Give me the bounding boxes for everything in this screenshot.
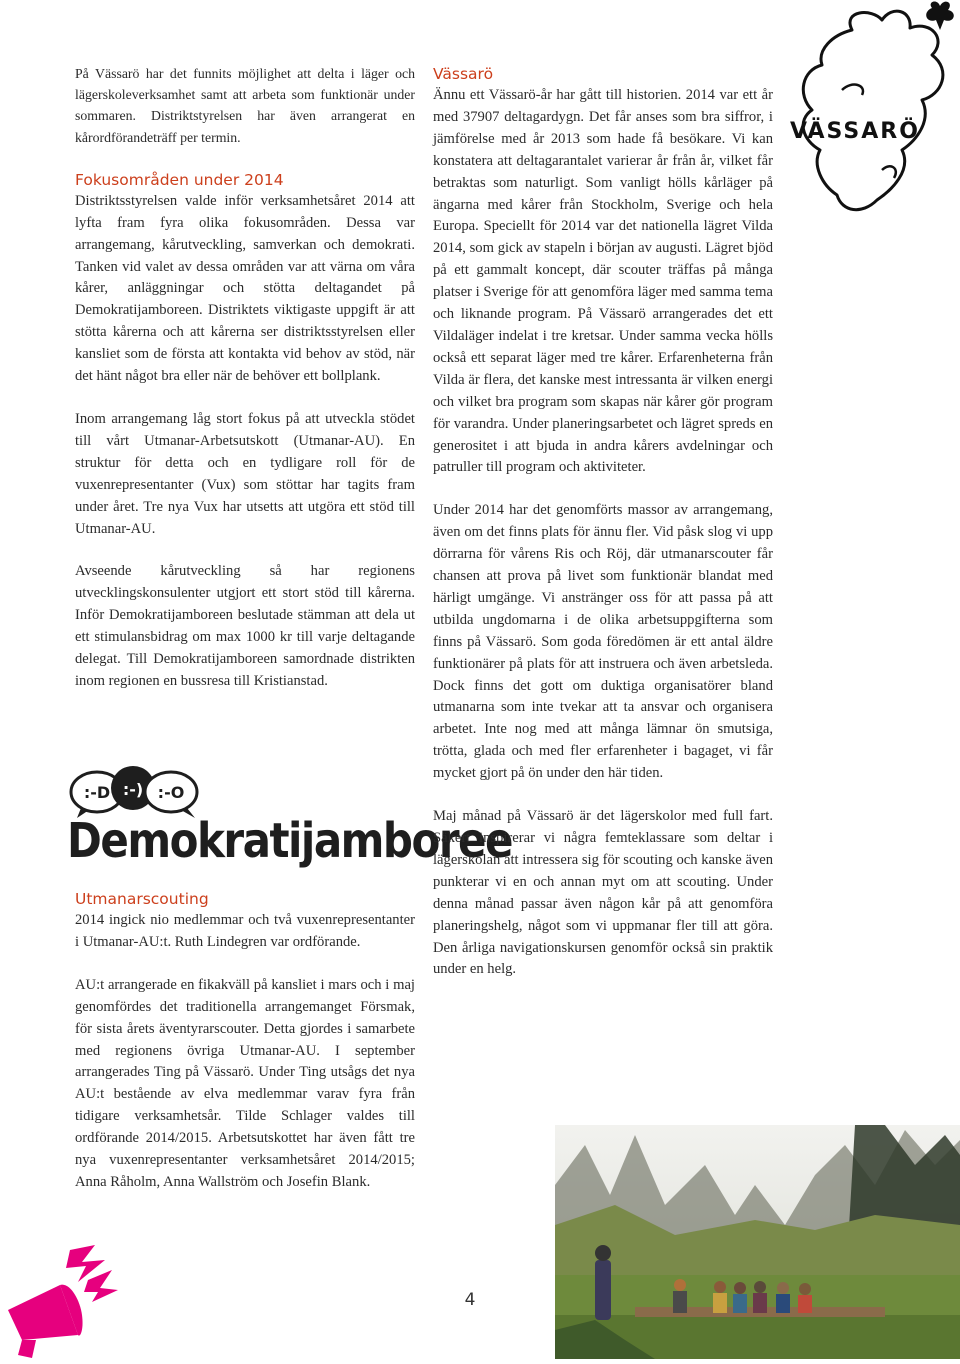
left-column <box>75 63 415 714</box>
utmanar-heading: Utmanarscouting <box>75 890 209 908</box>
page-number: 4 <box>464 1290 476 1310</box>
left-column-lower <box>75 888 415 1215</box>
vassaro-paragraph-2: Under 2014 har det genomförts massor av arrangemang, även om det finns plats för ännu fler. Vid påsk slog vi upp dörrarna för vårens Ris och Röj, där utmanarscouter får chansen att prova på livet som funktionär blandat med härligt umgänge. Vi anstränger oss för att passa på att utbilda ungdomarna i de olika arbetsuppgifterna som finns på Vässarö. Som goda föredömen är ett antal äldre funktionärer på plats för att instruera och även arbetsleda. Dock finns det gott om duktiga organisatörer bland utmanarna som inte tvekar att ta ansvar och organisera arbetet. Inte nog med att många lämnar ön smutsiga, trötta, glada och med fler erfarenheter i bagaget, vi får mycket gjort på ön under den här tiden. <box>433 502 773 782</box>
fokus-paragraph-3: Avseende kårutveckling så har regionens utvecklingskonsulenter utgjort ett stort stöd till kårerna. Inför Demokratijamboreen beslutade stämman att dela ut ett stimulansbidrag om max 1000 kr till varje deltagande delegat. Till Demokratijamboreen samordnade distrikten inom regionen en bussresa till Kristianstad. <box>75 563 415 689</box>
scouts-meadow-photo <box>555 1125 960 1359</box>
vassaro-logo <box>782 0 960 230</box>
vassaro-island-icon <box>782 0 960 230</box>
vassaro-logo-text: VÄSSARÖ <box>790 119 920 144</box>
vassaro-paragraph-3: Maj månad på Vässarö är det lägerskolor med full fart. Säkert inspirerar vi några femteklassare som deltar i lägerskolan att intressera sig för scouting och kanske även punkterar vi en och annan myt om att scouting. Under denna månad passar även någon kår på att genomföra planeringshelg, något som vi uppmanar fler till att göra. Den årliga navigationskursen genomför också sin praktik under en helg. <box>433 808 773 978</box>
demokratijamboree-logo <box>67 760 513 870</box>
svg-text::-): :-) <box>122 780 144 799</box>
intro-paragraph: På Vässarö har det funnits möjlighet att delta i läger och lägerskoleverksamhet samt att arbeta som funktionär under sommaren. Distriktstyrelsen har även arrangerat en kårordförandeträff per termin. <box>75 66 415 145</box>
utmanar-paragraph-2: AU:t arrangerade en fikakväll på kansliet i mars och i maj genomfördes det traditionella arrangemanget Försmak, för sista årets äventyrarscouter. Detta gjordes i samarbete med regionens övriga Utmanar-AU. I september arrangerades Ting på Vässarö. Under Ting utsågs det nya AU:t bestående av elva medlemmar varav fyra från tidigare verksamhetsår. Tilde Schlager valdes till ordförande 2014/2015. Arbetsutskottet har även fått tre nya vuxenrepresentanter verksamhetsåret 2014/2015; Anna Råholm, Anna Wallström och Josefin Blank. <box>75 976 415 1190</box>
speech-bubbles-icon <box>67 760 417 820</box>
vassaro-heading: Vässarö <box>433 65 494 83</box>
fokus-paragraph-1: Distriktsstyrelsen valde inför verksamhetsåret 2014 att lyfta fram fyra olika fokusområden. Dessa var arrangemang, kårutveckling, samverkan och demokrati. Tanken vid valet av dessa områden var att värna om våra kårer, anläggningar och stötta deltagandet på Demokratijamboreen. Distriktets viktigaste uppgift är att stötta kårerna och att kårerna ser distriktsstyrelsen eller kansliet som de första att kontakta vid behov av stöd, när det hänt något bra eller när de behöver ett bollplank. <box>75 192 415 385</box>
fokus-heading: Fokusområden under 2014 <box>75 170 284 189</box>
vassaro-paragraph-1: Ännu ett Vässarö-år har gått till historien. 2014 var ett år med 37907 deltagardygn. Det får anses som bra siffror, i jämförelse med år 2013 som hade få besökare. Vi kan konstatera att deltagarantalet varierar år från år, vilket får betraktas som naturligt. Som vanligt hölls kårläger på ängarna med kårer från Stockholm, Sverige och hela Europa. Speciellt för 2014 var det nationella lägret Vilda 2014, som gick av stapeln i början av augusti. Lägret bjöd på ett gammalt koncept, där scouter träffas på många platser i Sverige för att genomföra läger med samma tema och liknande program. På Vässarö arrangerades det ett Vildaläger indelat i tre kretsar. Under samma vecka hölls också ett separat läger med tre kårer. Erfarenheterna från Vilda är flera, det kanske mest intressanta är vilken energi och vilket bra program som skapas när kårer gör program för varandra. Under planeringsarbetet och lägret spreds en generositet i att bjuda in andra kårers avdelningar och patruller till program och aktiviteter. <box>433 87 773 476</box>
svg-text::-O: :-O <box>157 783 185 802</box>
fokus-paragraph-2: Inom arrangemang låg stort fokus på att utveckla stödet till vårt Utmanar-Arbetsutskott (Utmanar-AU). En struktur för detta och en tydligare roll för de vuxenrepresentanter (Vux) som stöttar har tagits fram under året. Tre nya Vux har utsetts att utgöra ett stöd till Utmanar-AU. <box>75 410 415 537</box>
utmanar-paragraph-1: 2014 ingick nio medlemmar och två vuxenrepresentanter i Utmanar-AU:t. Ruth Lindegren var ordförande. <box>75 912 415 950</box>
demokratijamboree-wordmark: Demokratijamboree <box>67 812 513 869</box>
right-column <box>433 63 773 1002</box>
megaphone-icon <box>0 1240 120 1359</box>
svg-text::-D: :-D <box>83 783 111 802</box>
